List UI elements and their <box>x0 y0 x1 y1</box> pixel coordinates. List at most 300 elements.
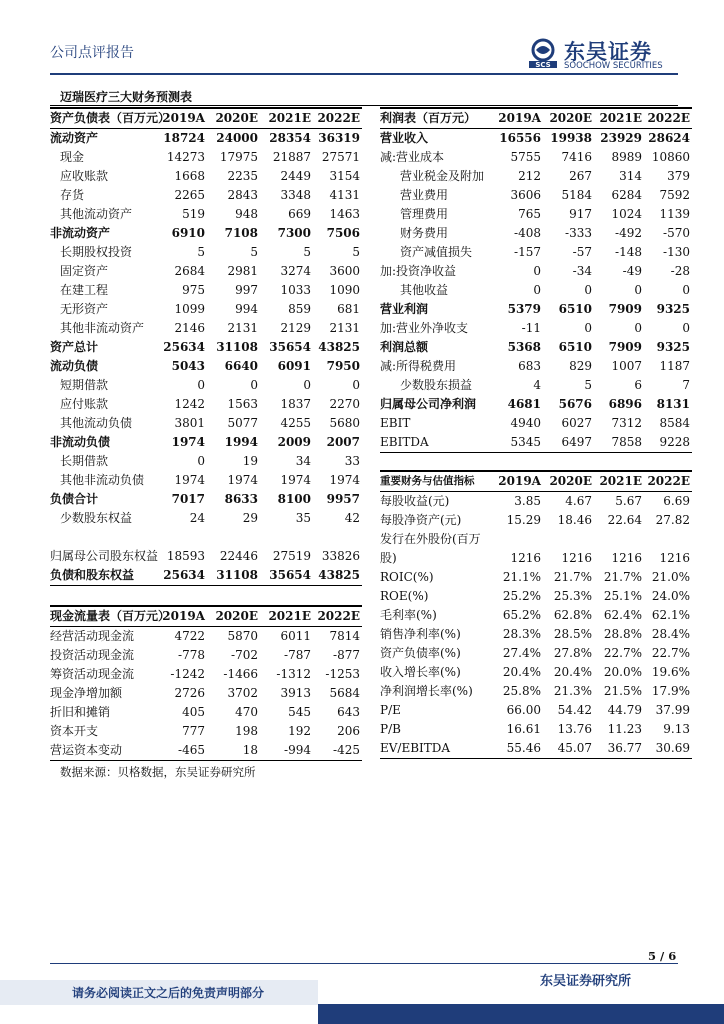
year-header: 2019A <box>162 609 205 623</box>
cell-value: 35654 <box>269 568 311 582</box>
cell-value: 6.69 <box>663 494 690 508</box>
cell-value: 21.3% <box>553 684 592 698</box>
cell-value: -492 <box>615 226 642 240</box>
cell-value: 405 <box>182 705 205 719</box>
cell-value: 1974 <box>174 473 205 487</box>
row-label: P/B <box>380 722 401 736</box>
cell-value: 5684 <box>329 686 360 700</box>
cell-value: 2131 <box>227 321 258 335</box>
ratios-table <box>380 470 692 759</box>
cell-value: 545 <box>288 705 311 719</box>
row-label: 资产总计 <box>50 340 99 354</box>
cell-value: 7 <box>682 378 690 392</box>
cell-value: 24.0% <box>651 589 690 603</box>
cell-value: 829 <box>569 359 592 373</box>
cell-value: 3.85 <box>514 494 541 508</box>
income-header-label: 利润表（百万元） <box>380 111 477 125</box>
income-statement-table <box>380 107 692 453</box>
cell-value: 1974 <box>329 473 360 487</box>
cell-value: 8100 <box>277 492 311 506</box>
cell-value: 0 <box>303 378 311 392</box>
table-row <box>50 338 362 357</box>
table-row <box>380 739 692 758</box>
row-label: 长期股权投资 <box>60 245 133 259</box>
table-row <box>50 167 362 186</box>
cell-value: -1253 <box>325 667 360 681</box>
cell-value: 4.67 <box>565 494 592 508</box>
cell-value: 7300 <box>277 226 311 240</box>
cell-value: 16556 <box>499 131 541 145</box>
cell-value: 1007 <box>611 359 642 373</box>
table-row <box>50 741 362 760</box>
cell-value: 0 <box>634 321 642 335</box>
table-row <box>50 684 362 703</box>
row-label: 每股净资产(元) <box>380 513 462 527</box>
table-row <box>380 587 692 606</box>
table-row <box>50 148 362 167</box>
cell-value: 62.1% <box>651 608 690 622</box>
cell-value: 8989 <box>611 150 642 164</box>
table-row <box>380 395 692 414</box>
cell-value: 45.07 <box>557 741 592 755</box>
cell-value: 994 <box>235 302 258 316</box>
cell-value: 28624 <box>648 131 690 145</box>
row-label: 加:投资净收益 <box>380 264 457 278</box>
cell-value: 5.67 <box>615 494 642 508</box>
table-row <box>50 722 362 741</box>
table-row <box>50 528 362 547</box>
balance-header-row <box>50 107 362 129</box>
cell-value: 2684 <box>174 264 205 278</box>
row-label: 经营活动现金流 <box>50 629 135 643</box>
year-header: 2021E <box>599 474 642 488</box>
logo-mark-icon <box>528 38 558 68</box>
cell-value: 19 <box>242 454 258 468</box>
table-row <box>50 646 362 665</box>
cell-value: 7108 <box>224 226 258 240</box>
cell-value: 6284 <box>611 188 642 202</box>
data-source-note: 数据来源：贝格数据，东吴证券研究所 <box>60 765 256 779</box>
row-label: ROE(%) <box>380 589 429 603</box>
cell-value: 1668 <box>174 169 205 183</box>
row-label: 其他收益 <box>400 283 449 297</box>
cell-value: 42 <box>344 511 360 525</box>
cell-value: 17975 <box>219 150 258 164</box>
cell-value: -1242 <box>170 667 205 681</box>
cell-value: 0 <box>533 264 541 278</box>
row-label: 其他非流动资产 <box>60 321 145 335</box>
table-row <box>380 357 692 376</box>
row-label: 减:营业成本 <box>380 150 445 164</box>
cell-value: 2843 <box>227 188 258 202</box>
cell-value: 6011 <box>280 629 311 643</box>
balance-header-label: 资产负债表（百万元） <box>50 111 171 125</box>
cell-value: -49 <box>622 264 642 278</box>
cell-value: 2449 <box>280 169 311 183</box>
cell-value: 7506 <box>326 226 360 240</box>
cell-value: 1242 <box>174 397 205 411</box>
cell-value: 21.1% <box>502 570 541 584</box>
cell-value: -157 <box>514 245 541 259</box>
cell-value: 27.4% <box>502 646 541 660</box>
balance-sheet-table <box>50 107 362 586</box>
table-row <box>380 167 692 186</box>
row-label: 负债合计 <box>50 492 99 506</box>
cell-value: 20.4% <box>553 665 592 679</box>
cell-value: 28.5% <box>553 627 592 641</box>
row-label: 存货 <box>60 188 85 202</box>
cashflow-header-label: 现金流量表（百万元） <box>50 609 171 623</box>
cashflow-bottom-rule <box>50 760 362 761</box>
cell-value: 25.1% <box>603 589 642 603</box>
cell-value: 25.8% <box>502 684 541 698</box>
row-label: 现金净增加额 <box>50 686 123 700</box>
cell-value: 5676 <box>558 397 592 411</box>
cell-value: -28 <box>670 264 690 278</box>
cell-value: 997 <box>235 283 258 297</box>
cell-value: 8131 <box>656 397 690 411</box>
cell-value: 9.13 <box>663 722 690 736</box>
cell-value: 1024 <box>611 207 642 221</box>
table-row <box>50 490 362 509</box>
cell-value: 3801 <box>174 416 205 430</box>
row-label: 利润总额 <box>380 340 429 354</box>
cell-value: 6027 <box>561 416 592 430</box>
cell-value: -408 <box>514 226 541 240</box>
row-label: 流动资产 <box>50 131 99 145</box>
row-label: 销售净利率(%) <box>380 627 461 641</box>
cell-value: 4940 <box>510 416 541 430</box>
year-header: 2021E <box>268 609 311 623</box>
cell-value: 2981 <box>227 264 258 278</box>
table-row <box>50 509 362 528</box>
table-row <box>380 376 692 395</box>
year-header: 2022E <box>647 111 690 125</box>
table-row <box>380 701 692 720</box>
cell-value: 5379 <box>507 302 541 316</box>
row-label: 股) <box>380 551 397 565</box>
cell-value: 519 <box>182 207 205 221</box>
cell-value: 0 <box>533 283 541 297</box>
table-row <box>50 414 362 433</box>
cell-value: 3702 <box>227 686 258 700</box>
row-label: 管理费用 <box>400 207 449 221</box>
cell-value: 28.4% <box>651 627 690 641</box>
cell-value: -994 <box>284 743 311 757</box>
cell-value: 5 <box>250 245 258 259</box>
row-label: 毛利率(%) <box>380 608 437 622</box>
cell-value: -425 <box>333 743 360 757</box>
cell-value: 54.42 <box>557 703 592 717</box>
ratios-header-label: 重要财务与估值指标 <box>380 475 475 487</box>
table-row <box>380 511 692 530</box>
cell-value: 5 <box>352 245 360 259</box>
table-row <box>50 471 362 490</box>
row-label: 现金 <box>60 150 85 164</box>
cell-value: 267 <box>569 169 592 183</box>
table-row <box>50 319 362 338</box>
cash-flow-table <box>50 605 362 761</box>
cell-value: 2129 <box>280 321 311 335</box>
cell-value: 19.6% <box>651 665 690 679</box>
row-label: 其他流动资产 <box>60 207 133 221</box>
year-header: 2021E <box>268 111 311 125</box>
year-header: 2019A <box>162 111 205 125</box>
cell-value: 7416 <box>561 150 592 164</box>
cell-value: 35 <box>295 511 311 525</box>
cell-value: 2007 <box>326 435 360 449</box>
cell-value: -702 <box>231 648 258 662</box>
cell-value: 11.23 <box>607 722 642 736</box>
cell-value: 5184 <box>561 188 592 202</box>
row-label: 营业收入 <box>380 131 429 145</box>
cell-value: 22.7% <box>651 646 690 660</box>
footer-divider <box>50 963 678 964</box>
table-row <box>380 300 692 319</box>
cell-value: 6910 <box>171 226 205 240</box>
cell-value: 1216 <box>510 551 541 565</box>
cell-value: 27.82 <box>655 513 690 527</box>
table-row <box>50 703 362 722</box>
cell-value: 1216 <box>659 551 690 565</box>
cell-value: 36319 <box>318 131 360 145</box>
table-row <box>50 205 362 224</box>
table-row <box>50 300 362 319</box>
cell-value: 27571 <box>321 150 360 164</box>
logo-mark-text: SCS <box>535 61 551 68</box>
cell-value: 25634 <box>163 568 205 582</box>
cell-value: 1090 <box>329 283 360 297</box>
title-divider <box>50 105 678 106</box>
ratios-bottom-rule <box>380 758 692 759</box>
cell-value: 6091 <box>277 359 311 373</box>
cell-value: 470 <box>235 705 258 719</box>
cell-value: 21887 <box>272 150 311 164</box>
cell-value: 9228 <box>659 435 690 449</box>
cell-value: 16.61 <box>506 722 541 736</box>
cell-value: 198 <box>235 724 258 738</box>
cell-value: 4 <box>533 378 541 392</box>
cell-value: -570 <box>663 226 690 240</box>
cell-value: 5077 <box>227 416 258 430</box>
cell-value: -148 <box>615 245 642 259</box>
cell-value: 777 <box>182 724 205 738</box>
cell-value: -1466 <box>223 667 258 681</box>
row-label: 在建工程 <box>60 283 109 297</box>
row-label: 发行在外股份(百万 <box>380 532 481 546</box>
cell-value: 683 <box>518 359 541 373</box>
table-row <box>50 566 362 585</box>
table-row <box>380 414 692 433</box>
cell-value: -130 <box>663 245 690 259</box>
cell-value: 1033 <box>280 283 311 297</box>
cell-value: 5870 <box>227 629 258 643</box>
cell-value: 5 <box>303 245 311 259</box>
year-header: 2020E <box>215 609 258 623</box>
row-label: 流动负债 <box>50 359 99 373</box>
cell-value: 4722 <box>174 629 205 643</box>
table-row <box>380 682 692 701</box>
cell-value: 37.99 <box>655 703 690 717</box>
cell-value: 314 <box>619 169 642 183</box>
cell-value: 35654 <box>269 340 311 354</box>
year-header: 2020E <box>549 111 592 125</box>
cell-value: 9325 <box>656 302 690 316</box>
cell-value: 0 <box>584 283 592 297</box>
row-label: 应收账款 <box>60 169 109 183</box>
cell-value: 7950 <box>326 359 360 373</box>
year-header: 2020E <box>215 111 258 125</box>
cell-value: 6 <box>634 378 642 392</box>
cell-value: 7909 <box>608 302 642 316</box>
logo-name-cn: 东吴证券 <box>564 40 652 64</box>
table-row <box>380 224 692 243</box>
year-header: 2022E <box>317 111 360 125</box>
row-label: 减:所得税费用 <box>380 359 457 373</box>
row-label: 加:营业外净收支 <box>380 321 469 335</box>
cell-value: -1312 <box>276 667 311 681</box>
cell-value: 206 <box>337 724 360 738</box>
cell-value: 6896 <box>608 397 642 411</box>
row-label: 其他非流动负债 <box>60 473 145 487</box>
row-label: 负债和股东权益 <box>50 568 135 582</box>
cell-value: 4131 <box>329 188 360 202</box>
row-label: 少数股东权益 <box>60 511 133 525</box>
row-label: EBITDA <box>380 435 429 449</box>
cell-value: -11 <box>521 321 541 335</box>
row-label: 非流动资产 <box>50 226 111 240</box>
cell-value: -877 <box>333 648 360 662</box>
row-label: 其他流动负债 <box>60 416 133 430</box>
footer-navy-bar <box>318 1004 724 1024</box>
cell-value: 7814 <box>329 629 360 643</box>
cell-value: -34 <box>572 264 592 278</box>
cell-value: 0 <box>634 283 642 297</box>
cell-value: 22.64 <box>607 513 642 527</box>
table-row <box>50 129 362 148</box>
cell-value: 28354 <box>269 131 311 145</box>
cell-value: 1994 <box>224 435 258 449</box>
cell-value: 9957 <box>326 492 360 506</box>
cell-value: 13.76 <box>557 722 592 736</box>
row-label: 长期借款 <box>60 454 109 468</box>
cell-value: 5345 <box>510 435 541 449</box>
cell-value: 23929 <box>600 131 642 145</box>
cell-value: 2265 <box>174 188 205 202</box>
row-label: 固定资产 <box>60 264 109 278</box>
cell-value: 27519 <box>272 549 311 563</box>
income-header-row <box>380 107 692 129</box>
row-label: 资产减值损失 <box>400 245 473 259</box>
row-label: EBIT <box>380 416 411 430</box>
year-header: 2022E <box>647 474 690 488</box>
cell-value: 18 <box>242 743 258 757</box>
table-row <box>380 129 692 148</box>
company-logo <box>528 38 678 72</box>
row-label: 归属母公司股东权益 <box>50 549 159 563</box>
row-label: 投资活动现金流 <box>50 648 135 662</box>
cell-value: 28.8% <box>603 627 642 641</box>
row-label: 非流动负债 <box>50 435 111 449</box>
cell-value: 66.00 <box>506 703 541 717</box>
table-row <box>380 568 692 587</box>
cell-value: 1974 <box>227 473 258 487</box>
table-row <box>380 243 692 262</box>
cell-value: -57 <box>572 245 592 259</box>
row-label: 营业利润 <box>380 302 429 316</box>
row-label: 筹资活动现金流 <box>50 667 135 681</box>
table-row <box>50 395 362 414</box>
cell-value: 55.46 <box>506 741 541 755</box>
cell-value: 1187 <box>659 359 690 373</box>
cell-value: 21.0% <box>651 570 690 584</box>
cell-value: 6510 <box>558 302 592 316</box>
income-bottom-rule <box>380 452 692 453</box>
cell-value: 1974 <box>171 435 205 449</box>
table-row <box>50 547 362 566</box>
table-row <box>50 627 362 646</box>
row-label: 无形资产 <box>60 302 109 316</box>
row-label: 应付账款 <box>60 397 109 411</box>
cell-value: 22.7% <box>603 646 642 660</box>
cell-value: 25.2% <box>502 589 541 603</box>
cell-value: 36.77 <box>607 741 642 755</box>
table-row <box>380 530 692 549</box>
cell-value: 18593 <box>166 549 205 563</box>
cell-value: -333 <box>565 226 592 240</box>
cell-value: 1216 <box>611 551 642 565</box>
cell-value: 2009 <box>277 435 311 449</box>
table-row <box>380 205 692 224</box>
cell-value: 29 <box>242 511 258 525</box>
cell-value: 7017 <box>171 492 205 506</box>
row-label: 净利润增长率(%) <box>380 684 473 698</box>
table-row <box>50 433 362 452</box>
footer-institute: 东吴证券研究所 <box>540 974 632 989</box>
cell-value: 31108 <box>216 340 258 354</box>
cell-value: -787 <box>284 648 311 662</box>
cell-value: 34 <box>295 454 311 468</box>
cell-value: 62.8% <box>553 608 592 622</box>
cell-value: 0 <box>197 454 205 468</box>
cell-value: 7312 <box>611 416 642 430</box>
cell-value: -465 <box>178 743 205 757</box>
cell-value: 681 <box>337 302 360 316</box>
cell-value: 21.7% <box>553 570 592 584</box>
cell-value: 3600 <box>329 264 360 278</box>
cell-value: 2270 <box>329 397 360 411</box>
table-row <box>380 433 692 452</box>
footer-disclaimer: 请务必阅读正文之后的免责声明部分 <box>72 986 265 1000</box>
cell-value: 5368 <box>507 340 541 354</box>
cell-value: 20.0% <box>603 665 642 679</box>
report-type-label: 公司点评报告 <box>50 45 134 61</box>
cell-value: 643 <box>337 705 360 719</box>
row-label: 资产负债率(%) <box>380 646 461 660</box>
cell-value: 859 <box>288 302 311 316</box>
table-row <box>50 452 362 471</box>
cell-value: 7909 <box>608 340 642 354</box>
table-row <box>50 376 362 395</box>
cashflow-header-row <box>50 605 362 627</box>
cell-value: 379 <box>667 169 690 183</box>
table-row <box>50 665 362 684</box>
cell-value: 24000 <box>216 131 258 145</box>
cell-value: 5043 <box>171 359 205 373</box>
cell-value: 1099 <box>174 302 205 316</box>
cell-value: 975 <box>182 283 205 297</box>
cell-value: 6497 <box>561 435 592 449</box>
